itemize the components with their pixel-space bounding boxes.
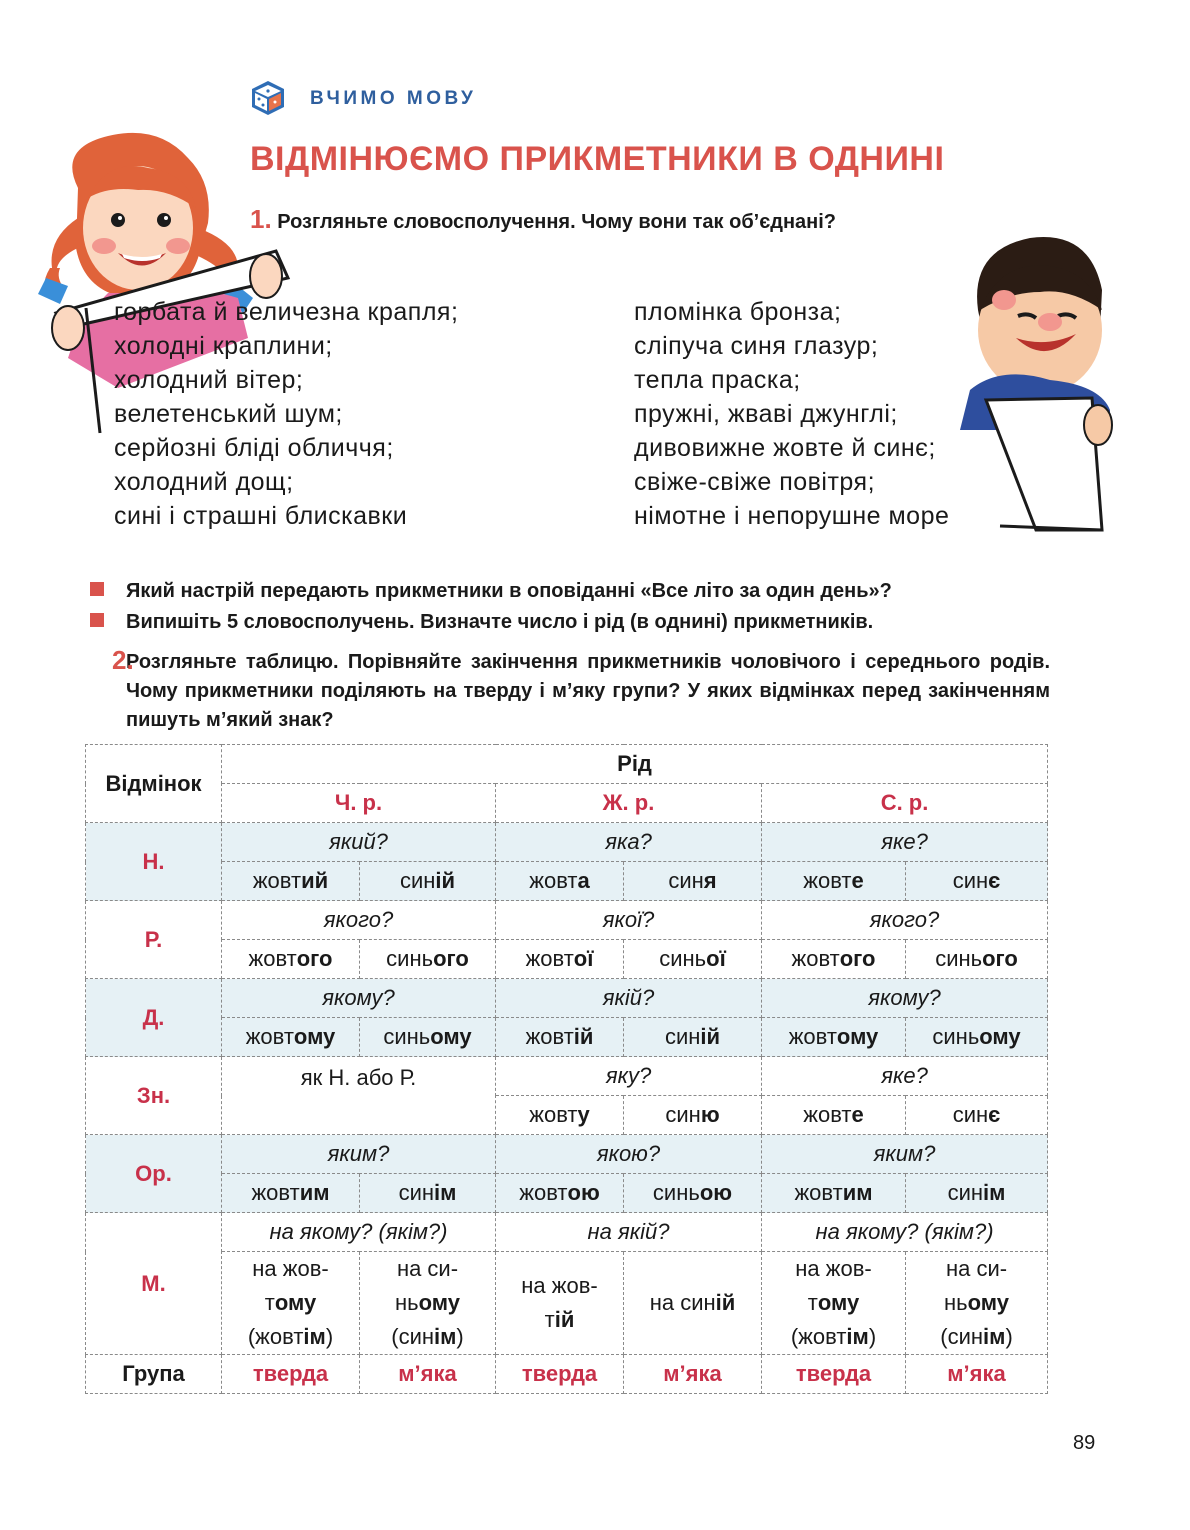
phrase: свіже-свіже повітря;	[634, 468, 876, 496]
table-row	[86, 1213, 1048, 1252]
form-cell: на синій	[624, 1252, 762, 1355]
task-2	[90, 645, 1050, 735]
bullet-question-1	[90, 580, 892, 603]
question: яке?	[762, 1057, 1048, 1096]
form-cell: жовтої	[496, 940, 624, 979]
question: якого?	[222, 901, 496, 940]
form-cell: на си- ньому (синім)	[906, 1252, 1048, 1355]
series-label: ВЧИМО МОВУ	[310, 88, 477, 109]
phrase: дивовижне жовте й синє;	[634, 434, 936, 462]
form-cell: жовту	[496, 1096, 624, 1135]
question: якого?	[762, 901, 1048, 940]
dice-cube-icon	[250, 80, 286, 116]
phrases-left	[114, 295, 458, 533]
case-label: Д.	[86, 979, 222, 1057]
form-cell: жовтою	[496, 1174, 624, 1213]
question: на якій?	[496, 1213, 762, 1252]
form-cell: жовтим	[762, 1174, 906, 1213]
case-label: Зн.	[86, 1057, 222, 1135]
form-cell: жовтому	[762, 1018, 906, 1057]
form-cell: на жов- тій	[496, 1252, 624, 1355]
group-value: м’яка	[906, 1355, 1048, 1394]
table-row	[86, 1174, 1048, 1213]
table-row	[86, 1135, 1048, 1174]
form-cell: жовтого	[222, 940, 360, 979]
case-label: Р.	[86, 901, 222, 979]
form-cell: синій	[624, 1018, 762, 1057]
task-2-number: 2.	[112, 645, 134, 675]
table-row	[86, 1355, 1048, 1394]
phrase: холодні краплини;	[114, 332, 333, 360]
form-cell: синю	[624, 1096, 762, 1135]
form-cell: синя	[624, 862, 762, 901]
form-cell: синього	[906, 940, 1048, 979]
form-cell: синьому	[360, 1018, 496, 1057]
table-row	[86, 1252, 1048, 1355]
phrase: горбата й величезна крапля;	[114, 298, 459, 326]
phrase: холодний вітер;	[114, 366, 304, 394]
table-row	[86, 940, 1048, 979]
form-cell: жовтій	[496, 1018, 624, 1057]
declension-table	[85, 744, 1048, 1394]
bullet-question-2	[90, 611, 873, 634]
task-1-number: 1.	[250, 204, 272, 234]
form-cell: жовта	[496, 862, 624, 901]
form-cell: синьою	[624, 1174, 762, 1213]
gender-header: Рід	[222, 745, 1048, 784]
form-cell: синього	[360, 940, 496, 979]
form-cell: жовте	[762, 1096, 906, 1135]
question: яку?	[496, 1057, 762, 1096]
case-label: М.	[86, 1213, 222, 1355]
question: яким?	[762, 1135, 1048, 1174]
task-1	[250, 204, 836, 235]
question: якій?	[496, 979, 762, 1018]
group-value: тверда	[222, 1355, 360, 1394]
question: якому?	[222, 979, 496, 1018]
case-label: Ор.	[86, 1135, 222, 1213]
form-cell: синє	[906, 1096, 1048, 1135]
form-cell: на жов- тому (жовтім)	[222, 1252, 360, 1355]
phrase: холодний дощ;	[114, 468, 294, 496]
case-label: Н.	[86, 823, 222, 901]
gender-neuter: С. р.	[762, 784, 1048, 823]
page-number: 89	[1073, 1432, 1096, 1454]
form-cell: жовте	[762, 862, 906, 901]
form-cell: синім	[360, 1174, 496, 1213]
group-value: м’яка	[360, 1355, 496, 1394]
form-cell: жовтому	[222, 1018, 360, 1057]
form-cell: жовтого	[762, 940, 906, 979]
bullet-text: Який настрій передають прикметники в оповіданні «Все літо за один день»?	[126, 580, 892, 602]
question: яке?	[762, 823, 1048, 862]
group-value: тверда	[496, 1355, 624, 1394]
group-value: тверда	[762, 1355, 906, 1394]
phrase: тепла праска;	[634, 366, 801, 394]
form-cell: на жов- тому (жовтім)	[762, 1252, 906, 1355]
bullet-text: Випишіть 5 словосполучень. Визначте число і рід (в однині) прикметників.	[126, 611, 874, 633]
form-cell: жовтим	[222, 1174, 360, 1213]
question: на якому? (якім?)	[762, 1213, 1048, 1252]
form-cell: синім	[906, 1174, 1048, 1213]
question: який?	[222, 823, 496, 862]
phrase: німотне і непорушне море	[634, 502, 950, 530]
question: якою?	[496, 1135, 762, 1174]
question: як Н. або Р.	[222, 1057, 496, 1135]
table-row	[86, 1057, 1048, 1096]
bullet-square-icon	[90, 613, 104, 627]
form-cell: синьої	[624, 940, 762, 979]
table-row	[86, 979, 1048, 1018]
table-row	[86, 901, 1048, 940]
page-title: ВІДМІНЮЄМО ПРИКМЕТНИКИ В ОДНИНІ	[250, 140, 945, 178]
form-cell: жовтий	[222, 862, 360, 901]
table-row	[86, 823, 1048, 862]
gender-feminine: Ж. р.	[496, 784, 762, 823]
table-row	[86, 1018, 1048, 1057]
phrase: серйозні бліді обличчя;	[114, 434, 394, 462]
question: на якому? (якім?)	[222, 1213, 496, 1252]
form-cell: на си- ньому (синім)	[360, 1252, 496, 1355]
question: яка?	[496, 823, 762, 862]
phrase: велетенський шум;	[114, 400, 343, 428]
task-2-text: Розгляньте таблицю. Порівняйте закінчення прикметників чоловічого і середнього родів. Чому прикметники поділяють на тверду і м’яку групи? У яких відмінках перед закінченням пишуть м’який знак?	[126, 651, 1050, 731]
gender-masculine: Ч. р.	[222, 784, 496, 823]
group-value: м’яка	[624, 1355, 762, 1394]
question: якої?	[496, 901, 762, 940]
phrases-right	[634, 295, 949, 533]
phrase: пружні, жваві джунглі;	[634, 400, 898, 428]
case-header: Відмінок	[86, 745, 222, 823]
task-1-text: Розгляньте словосполучення. Чому вони так об’єднані?	[277, 211, 837, 233]
form-cell: синє	[906, 862, 1048, 901]
bullet-square-icon	[90, 582, 104, 596]
phrase: сліпуча синя глазур;	[634, 332, 879, 360]
table-row	[86, 862, 1048, 901]
phrase: пломінка бронза;	[634, 298, 842, 326]
form-cell: синьому	[906, 1018, 1048, 1057]
question: якому?	[762, 979, 1048, 1018]
boy-illustration	[960, 230, 1120, 540]
question: яким?	[222, 1135, 496, 1174]
form-cell: синій	[360, 862, 496, 901]
group-label: Група	[86, 1355, 222, 1394]
phrase: сині і страшні блискавки	[114, 502, 408, 530]
